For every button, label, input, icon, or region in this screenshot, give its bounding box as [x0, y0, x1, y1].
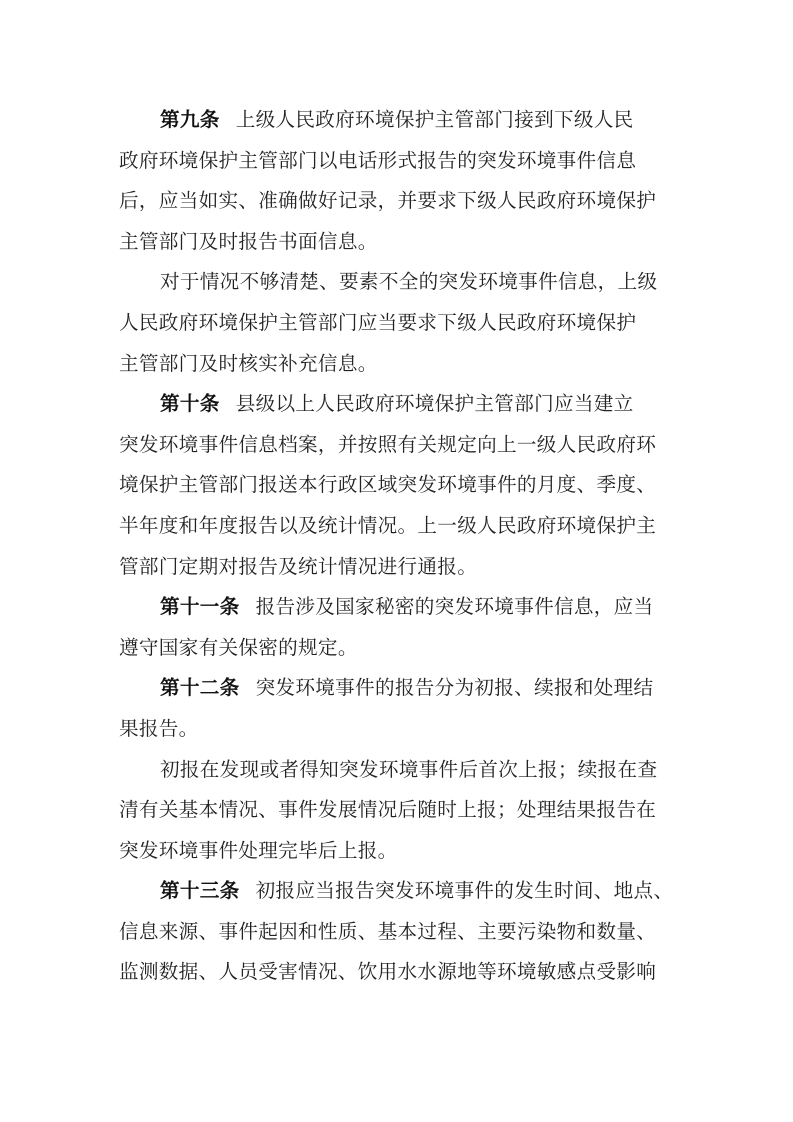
line-text: 后，应当如实、准确做好记录，并要求下级人民政府环境保护 — [119, 189, 657, 213]
text-line — [119, 587, 679, 628]
article-number: 第十一条 — [160, 595, 240, 619]
text-line — [119, 384, 679, 425]
line-text: 初报在发现或者得知突发环境事件后首次上报；续报在查 — [160, 757, 658, 781]
text-line — [119, 912, 679, 953]
line-text: 境保护主管部门报送本行政区域突发环境事件的月度、季度、 — [119, 473, 657, 497]
text-line — [119, 506, 679, 547]
line-text: 主管部门及时核实补充信息。 — [119, 351, 378, 375]
text-line — [119, 952, 679, 993]
article-number: 第九条 — [160, 108, 220, 131]
line-text: 清有关基本情况、事件发展情况后随时上报；处理结果报告在 — [119, 798, 657, 822]
line-text: 果报告。 — [119, 716, 199, 740]
line-text: 半年度和年度报告以及统计情况。上一级人民政府环境保护主 — [119, 513, 657, 537]
line-text: 人民政府环境保护主管部门应当要求下级人民政府环境保护 — [119, 310, 637, 334]
line-text: 监测数据、人员受害情况、饮用水水源地等环境敏感点受影响 — [119, 960, 657, 984]
text-line — [119, 709, 679, 750]
line-text: 报告涉及国家秘密的突发环境事件信息，应当 — [255, 595, 654, 619]
text-line — [119, 750, 679, 791]
text-line — [119, 790, 679, 831]
line-text: 管部门定期对报告及统计情况进行通报。 — [119, 554, 478, 578]
line-text: 主管部门及时报告书面信息。 — [119, 229, 378, 253]
text-line — [119, 425, 679, 466]
line-text: 政府环境保护主管部门以电话形式报告的突发环境事件信息 — [119, 148, 637, 172]
text-line — [119, 344, 679, 385]
text-line — [119, 831, 679, 872]
text-line — [119, 100, 679, 141]
line-text: 上级人民政府环境保护主管部门接到下级人民 — [235, 108, 634, 131]
text-line — [119, 141, 679, 182]
document-body — [119, 100, 679, 993]
text-line — [119, 668, 679, 709]
text-line — [119, 871, 679, 912]
article-number: 第十二条 — [160, 676, 240, 700]
text-line — [119, 262, 679, 303]
article-number: 第十条 — [160, 392, 220, 416]
line-text: 突发环境事件处理完毕后上报。 — [119, 838, 398, 862]
line-text: 遵守国家有关保密的规定。 — [119, 635, 358, 659]
text-line — [119, 465, 679, 506]
text-line — [119, 181, 679, 222]
text-line — [119, 547, 679, 588]
line-text: 县级以上人民政府环境保护主管部门应当建立 — [235, 392, 634, 416]
line-text: 突发环境事件的报告分为初报、续报和处理结 — [255, 676, 654, 700]
line-text: 信息来源、事件起因和性质、基本过程、主要污染物和数量、 — [119, 919, 657, 943]
line-text: 初报应当报告突发环境事件的发生时间、地点、 — [255, 879, 674, 903]
text-line — [119, 628, 679, 669]
line-text: 对于情况不够清楚、要素不全的突发环境事件信息，上级 — [160, 270, 658, 294]
line-text: 突发环境事件信息档案，并按照有关规定向上一级人民政府环 — [119, 432, 657, 456]
article-number: 第十三条 — [160, 879, 240, 903]
text-line — [119, 222, 679, 263]
text-line — [119, 303, 679, 344]
